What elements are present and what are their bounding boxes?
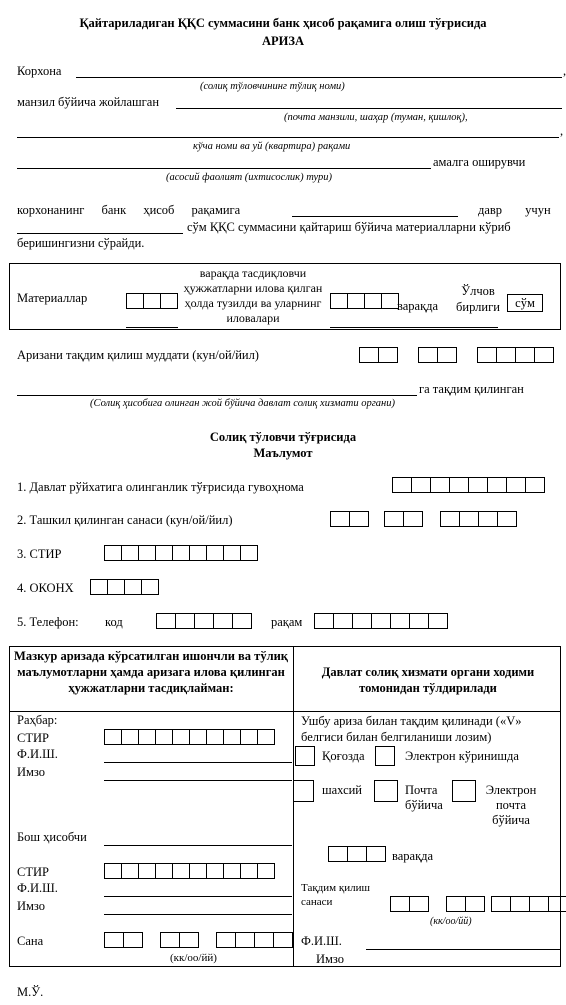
input-cell[interactable] [172,863,190,879]
input-cell[interactable] [223,729,241,745]
input-cell[interactable] [446,896,466,912]
input-cell[interactable] [104,863,122,879]
input-cell[interactable] [465,896,485,912]
input-cell[interactable] [349,511,369,527]
pages-cells[interactable] [328,846,386,862]
item-5-label: 5. Телефон: [17,615,79,629]
input-cell[interactable] [216,932,236,948]
input-cell[interactable] [155,545,173,561]
paper-label: Қоғозда [322,749,365,763]
input-cell[interactable] [371,613,391,629]
input-cell[interactable] [156,613,176,629]
personal-label: шахсий [322,783,362,797]
input-cell[interactable] [515,347,535,363]
phone-code-label: код [105,615,123,629]
input-cell[interactable] [104,729,122,745]
input-cell[interactable] [179,932,199,948]
okonh-cells[interactable] [90,579,159,595]
input-cell[interactable] [104,545,122,561]
acc-stir-label: СТИР [17,865,49,879]
input-cell[interactable] [160,293,178,309]
input-cell[interactable] [409,896,429,912]
input-cell[interactable] [189,863,207,879]
acc-fio-field[interactable] [104,896,292,897]
deadline-year-cells[interactable] [477,347,554,363]
input-cell[interactable] [138,545,156,561]
e-mail-checkbox[interactable] [452,780,476,802]
input-cell[interactable] [254,932,274,948]
seal-label: М.Ў. [17,985,44,999]
personal-checkbox[interactable] [293,780,314,802]
deadline-label: Аризани тақдим қилиш муддати (кун/ой/йил) [17,348,259,362]
input-cell[interactable] [121,545,139,561]
submitted-hint: (Солиқ ҳисобига олинган жой бўйича давлат солиқ хизмати органи) [90,398,396,409]
input-cell[interactable] [403,511,423,527]
founded-year-cells[interactable] [440,511,517,527]
para-line1-b: давр учун [478,203,551,217]
electronic-view-checkbox[interactable] [375,746,395,766]
date-hint: (кк/оо/йй) [170,952,217,964]
input-cell[interactable] [160,932,180,948]
input-cell[interactable] [107,579,125,595]
materials-pages-label: варақда [397,299,439,313]
input-cell[interactable] [364,293,382,309]
amount-field[interactable] [17,233,183,234]
acc-fio-label: Ф.И.Ш. [17,881,58,895]
right-note: Ушбу ариза билан тақдим қилинади («V» белгиси билан белгиланиши лозим) [301,714,522,744]
input-cell[interactable] [468,477,488,493]
input-cell[interactable] [478,511,498,527]
input-cell[interactable] [366,846,386,862]
input-cell[interactable] [121,863,139,879]
input-cell[interactable] [189,545,207,561]
address-field-2[interactable] [17,137,559,138]
unit-label: Ўлчов бирлиги [456,284,500,314]
mail-checkbox[interactable] [374,780,398,802]
input-cell[interactable] [141,579,159,595]
input-cell[interactable] [529,896,549,912]
submit-year-cells[interactable] [491,896,566,912]
located-label: манзил бўйича жойлашган [17,95,160,109]
chief-acc-label: Бош ҳисобчи [17,830,87,844]
acc-sign-label: Имзо [17,899,46,913]
input-cell[interactable] [384,511,404,527]
para-line3: беришингизни сўрайди. [17,236,145,250]
input-cell[interactable] [390,896,410,912]
input-cell[interactable] [240,729,258,745]
submitted-field[interactable] [17,395,417,396]
input-cell[interactable] [121,729,139,745]
submit-date-hint: (кк/оо/йй) [430,916,472,927]
activity-hint: (асосий фаолият (ихтисослик) тури) [166,172,333,183]
input-cell[interactable] [240,863,258,879]
fio2-label: Ф.И.Ш. [301,934,342,948]
info-title-2: Маълумот [253,446,313,460]
input-cell[interactable] [548,896,566,912]
input-cell[interactable] [525,477,545,493]
input-cell[interactable] [347,846,367,862]
date-day-cells[interactable] [104,932,143,948]
submit-day-cells[interactable] [390,896,429,912]
input-cell[interactable] [90,579,108,595]
electronic-view-label: Электрон кўринишда [405,749,519,763]
mail-label: Почта бўйича [405,783,443,812]
head-stir-cells[interactable] [104,729,275,745]
input-cell[interactable] [213,613,233,629]
phone-code-cells[interactable] [156,613,252,629]
input-cell[interactable] [497,511,517,527]
input-cell[interactable] [440,511,460,527]
right-header: Давлат солиқ хизмати органи ходими томонидан тўлдирилади [321,665,535,695]
submitted-suffix: га тақдим қилинган [419,382,524,396]
input-cell[interactable] [418,347,438,363]
input-cell[interactable] [273,932,293,948]
address-field[interactable] [176,108,562,109]
input-cell[interactable] [155,863,173,879]
input-cell[interactable] [206,863,224,879]
input-cell[interactable] [459,511,479,527]
para-line2-b: сўм ҚҚС суммасини қайтариш бўйича материалларни кўриб [187,220,511,234]
input-cell[interactable] [232,613,252,629]
input-cell[interactable] [409,613,429,629]
address-comma: , [560,124,564,138]
input-cell[interactable] [491,896,511,912]
company-comma: , [563,64,566,78]
item-1-label: 1. Давлат рўйхатига олинганлик тўғрисида гувоҳнома [17,480,304,494]
materials-label: Материаллар [17,291,88,305]
e-mail-label: Электрон почта бўйича [485,783,537,827]
input-cell[interactable] [487,477,507,493]
input-cell[interactable] [143,293,161,309]
input-cell[interactable] [223,545,241,561]
paper-checkbox[interactable] [295,746,315,766]
head-sign-label: Имзо [17,765,46,779]
fio2-field[interactable] [366,949,560,950]
deadline-month-cells[interactable] [418,347,457,363]
input-cell[interactable] [352,613,372,629]
item-4-label: 4. ОКОНХ [17,581,74,595]
head-fio-label: Ф.И.Ш. [17,747,58,761]
input-cell[interactable] [392,477,412,493]
input-cell[interactable] [194,613,214,629]
input-cell[interactable] [172,729,190,745]
street-hint: кўча номи ва уй (квартира) рақами [193,141,351,152]
phone-number-cells[interactable] [314,613,448,629]
founded-day-cells[interactable] [330,511,369,527]
input-cell[interactable] [123,932,143,948]
input-cell[interactable] [172,545,190,561]
input-cell[interactable] [333,613,353,629]
input-cell[interactable] [155,729,173,745]
input-cell[interactable] [437,347,457,363]
input-cell[interactable] [390,613,410,629]
materials-pages-cells[interactable] [330,293,399,309]
head-fio-field[interactable] [104,762,292,763]
input-cell[interactable] [240,545,258,561]
submit-date-label: Тақдим қилиш санаси [301,882,370,908]
activity-suffix: амалга оширувчи [433,155,526,169]
input-cell[interactable] [138,863,156,879]
bank-account-field[interactable] [292,216,458,217]
sign2-label: Имзо [316,952,345,966]
input-cell[interactable] [126,293,144,309]
acc-stir-cells[interactable] [104,863,275,879]
pages-label: варақда [392,849,434,863]
form-title-line2: АРИЗА [261,34,304,48]
input-cell[interactable] [378,347,398,363]
address-hint: (почта манзили, шаҳар (туман, қишлоқ), [284,112,468,123]
table-header-divider [9,711,561,712]
left-header: Мазкур аризада кўрсатилган ишончли ва тўлиқ маълумотларни ҳамда аризага илова қилинган ҳужжатларни тасдиқлайман: [14,649,288,695]
item-2-label: 2. Ташкил қилинган санаси (кун/ой/йил) [17,513,233,527]
submit-month-cells[interactable] [446,896,485,912]
phone-number-label: рақам [271,615,303,629]
input-cell[interactable] [430,477,450,493]
input-cell[interactable] [496,347,516,363]
input-cell[interactable] [510,896,530,912]
date-label: Сана [17,934,44,948]
item-3-label: 3. СТИР [17,547,62,561]
input-cell[interactable] [328,846,348,862]
company-label: Корхона [17,64,62,78]
input-cell[interactable] [411,477,431,493]
input-cell[interactable] [206,545,224,561]
input-cell[interactable] [314,613,334,629]
input-cell[interactable] [223,863,241,879]
input-cell[interactable] [124,579,142,595]
date-year-cells[interactable] [216,932,293,948]
input-cell[interactable] [235,932,255,948]
input-cell[interactable] [175,613,195,629]
table-divider [293,646,294,967]
input-cell[interactable] [330,511,350,527]
head-stir-label: СТИР [17,731,49,745]
acc-sign-field[interactable] [104,914,292,915]
form-title-line1: Қайтариладиган ҚҚС суммасини банк ҳисоб рақамига олиш тўғрисида [79,16,487,30]
info-title-1: Солиқ тўловчи тўғрисида [209,430,357,444]
input-cell[interactable] [428,613,448,629]
input-cell[interactable] [534,347,554,363]
input-cell[interactable] [359,347,379,363]
input-cell[interactable] [104,932,124,948]
company-hint: (солиқ тўловчининг тўлиқ номи) [200,81,345,92]
deadline-day-cells[interactable] [359,347,398,363]
stir-cells[interactable] [104,545,258,561]
input-cell[interactable] [189,729,207,745]
input-cell[interactable] [477,347,497,363]
input-cell[interactable] [330,293,348,309]
input-cell[interactable] [449,477,469,493]
input-cell[interactable] [506,477,526,493]
para-line1-a: корхонанинг банк ҳисоб рақамига [17,203,241,217]
unit-value: сўм [507,294,543,312]
company-field[interactable] [76,77,562,78]
head-sign-field[interactable] [104,780,292,781]
founded-month-cells[interactable] [384,511,423,527]
activity-field[interactable] [17,168,431,169]
input-cell[interactable] [257,863,275,879]
head-label: Раҳбар: [17,713,58,727]
chief-acc-field[interactable] [104,845,292,846]
input-cell[interactable] [257,729,275,745]
materials-count-cells[interactable] [126,293,178,309]
input-cell[interactable] [206,729,224,745]
date-month-cells[interactable] [160,932,199,948]
materials-mid-text: варақда тасдиқловчи ҳужжатларни илова қилган ҳолда тузилди ва уларнинг иловалари [183,266,323,325]
input-cell[interactable] [347,293,365,309]
certificate-cells[interactable] [392,477,545,493]
input-cell[interactable] [138,729,156,745]
